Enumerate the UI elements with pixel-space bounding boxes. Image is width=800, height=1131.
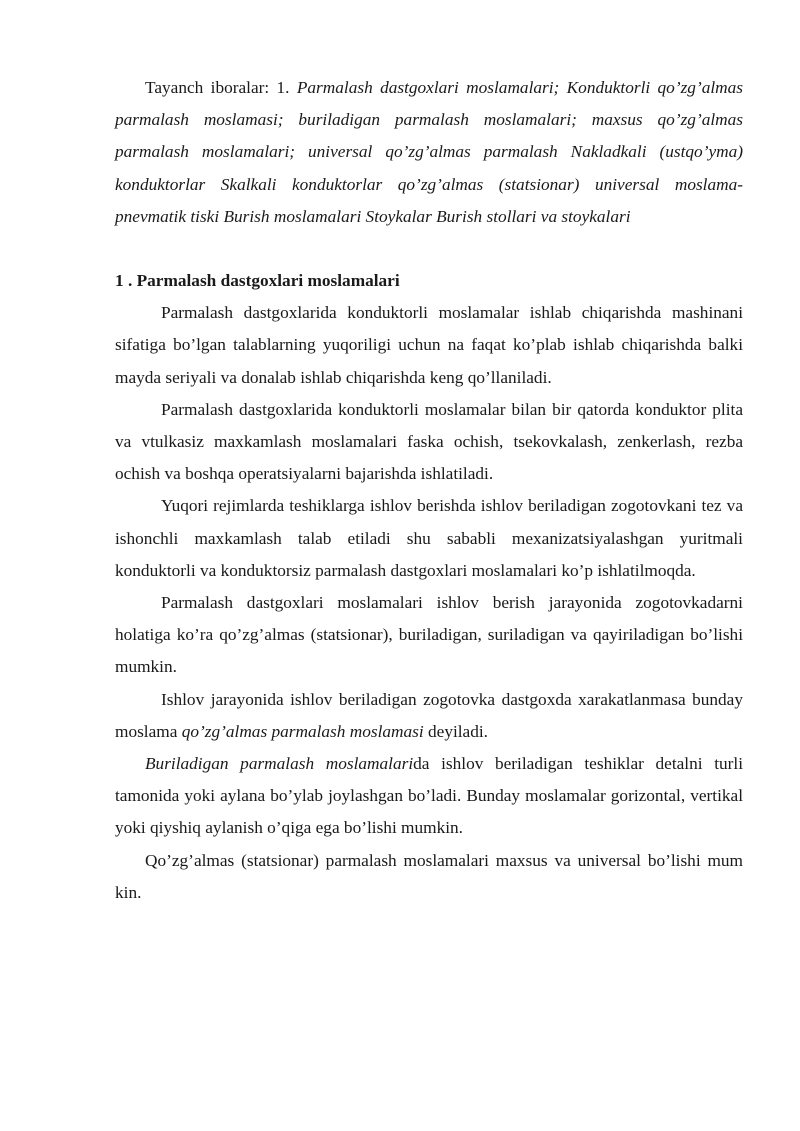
paragraph-2: Parmalash dastgoxlarida konduktorli moslamalar bilan bir qatorda konduktor plita va vtulkasiz maxkamlash moslamalari faska ochish, tsekovkalash, zenkerlash, rezba ochish va boshqa operatsiyalarni bajarishda ishlatiladi. xyxy=(115,399,743,484)
keywords-terms: Parmalash dastgoxlari moslamalari; Konduktorli qo’zg’almas parmalash moslamasi; buriladigan parmalash moslamalari; maxsus qo’zg’almas parmalash moslamalari; universal qo’zg’almas parmalash Nakladkali (ustqo’yma) konduktorlar Skalkali konduktorlar qo’zg’almas (statsionar) universal moslama-pnevmatik tiski Burish moslamalari Stoykalar Burish stollari va stoykalari xyxy=(115,78,743,226)
page-content xyxy=(115,72,743,909)
paragraph-7: Qo’zg’almas (statsionar) parmalash moslamalari maxsus va universal bo’lishi mum kin. xyxy=(115,850,743,902)
paragraph-3: Yuqori rejimlarda teshiklarga ishlov berishda ishlov beriladigan zogotovkani tez va ishonchli maxkamlash talab etiladi shu sababli mexanizatsiyalashgan yuritmali konduktorli va konduktorsiz parmalash dastgoxlari moslamalari ko’p ishlatilmoqda. xyxy=(115,496,743,580)
paragraph-6-emphasis: Buriladigan parmalash moslamalari xyxy=(145,754,414,774)
paragraph-5 xyxy=(115,684,743,748)
paragraph-4: Parmalash dastgoxlari moslamalari ishlov berish jarayonida zogotovkadarni holatiga ko’ra qo’zg’almas (statsionar), buriladigan, suriladigan va qayiriladigan bo’lishi mumkin. xyxy=(115,593,743,677)
paragraph-6 xyxy=(115,748,743,845)
paragraph-6-rest: da ishlov beriladigan teshiklar detalni turli tamonida yoki aylana bo’ylab joylashgan bo’ladi. Bunday moslamalar gorizontal, vertikal yoki qiyshiq aylanish o’qiga ega bo’lishi mumkin. xyxy=(115,754,743,838)
section-heading: 1 . Parmalash dastgoxlari moslamalari xyxy=(115,271,400,291)
paragraph-5-emphasis: qo’zg’almas parmalash moslamasi xyxy=(181,721,424,741)
keywords-paragraph xyxy=(115,72,743,233)
keywords-label: Tayanch iboralar: 1. xyxy=(145,78,297,97)
paragraph-1: Parmalash dastgoxlarida konduktorli moslamalar ishlab chiqarishda mashinani sifatiga bo’lgan talablarning yuqoriligi uchun na faqat ko’plab ishlab chiqarishda balki mayda seriyali va donalab ishlab chiqarishda keng qo’llaniladi. xyxy=(115,303,743,387)
paragraph-5-end: deyiladi. xyxy=(423,721,488,741)
paragraph-5-start: Ishlov jarayonida ishlov beriladigan zogotovka dastgoxda xarakatlanmasa bunday moslama xyxy=(115,689,743,741)
